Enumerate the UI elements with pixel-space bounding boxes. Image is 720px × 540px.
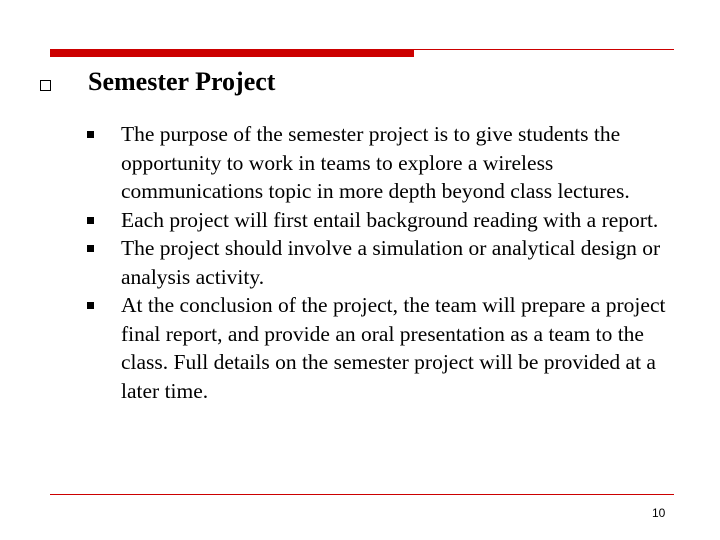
list-item-text: The project should involve a simulation or analytical design or analysis activity. <box>121 236 661 289</box>
header-accent-bar <box>50 49 414 57</box>
header-rule <box>414 49 674 50</box>
list-item <box>121 291 681 405</box>
list-item-text: Each project will first entail background reading with a report. <box>121 207 659 232</box>
square-bullet-icon <box>87 302 94 309</box>
list-item-text: At the conclusion of the project, the team will prepare a project final report, and provide an oral presentation as a team to the class. Full details on the semester project will be provided at a later time. <box>121 293 666 403</box>
footer-rule <box>50 494 674 495</box>
page-number: 10 <box>652 506 666 520</box>
list-item <box>121 206 681 235</box>
slide-title: Semester Project <box>88 67 276 96</box>
hollow-square-bullet-icon <box>40 80 51 91</box>
bullet-list <box>121 120 681 405</box>
list-item <box>121 234 681 291</box>
square-bullet-icon <box>87 131 94 138</box>
square-bullet-icon <box>87 245 94 252</box>
list-item-text: The purpose of the semester project is to give students the opportunity to work in teams to explore a wireless communications topic in more depth beyond class lectures. <box>121 122 630 203</box>
list-item <box>121 120 681 206</box>
square-bullet-icon <box>87 217 94 224</box>
